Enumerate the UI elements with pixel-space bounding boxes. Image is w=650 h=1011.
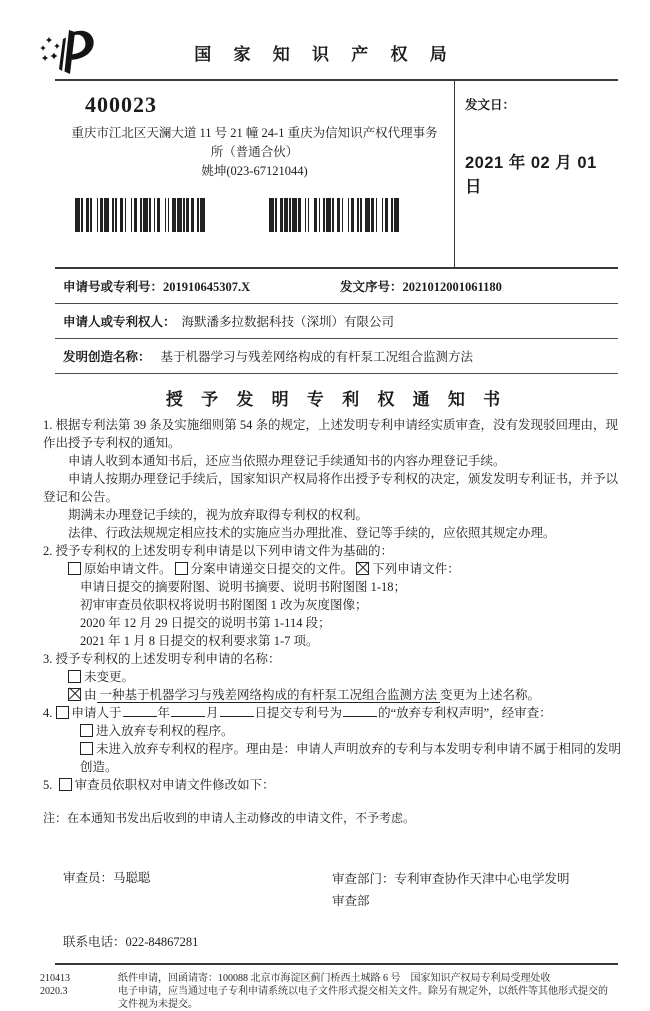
option-original-files-label: 原始申请文件。 <box>84 562 172 576</box>
checkbox-abandon-declaration <box>56 706 69 719</box>
footer-paper-filing-line: 纸件申请，回函请寄：100088 北京市海淀区蓟门桥西土城路 6 号 国家知识产权局专利局受理处收 <box>118 973 551 984</box>
department-label: 审查部门： <box>332 872 395 886</box>
application-number-value: 201910645307.X <box>163 280 251 294</box>
footer-form-codes <box>40 972 118 1011</box>
applicant-value: 海默潘多拉数据科技（深圳）有限公司 <box>181 315 395 329</box>
checkbox-divisional-files <box>175 562 188 575</box>
option-enter-abandon-label: 进入放弃专利权的程序。 <box>96 724 234 738</box>
filed-document-item: 2020 年 12 月 29 日提交的说明书第 1-114 段； <box>80 616 331 630</box>
address-line-2: 所（普通合伙） <box>210 145 299 159</box>
section5-number: 5. <box>43 778 53 792</box>
issue-date-cell <box>455 81 618 267</box>
section4-text: 月 <box>206 706 219 720</box>
filed-document-item: 2021 年 1 月 8 日提交的权利要求第 1-7 项。 <box>80 634 319 648</box>
serial-number-field <box>340 277 502 295</box>
invention-title-label: 发明创造名称： <box>63 350 151 364</box>
section5-heading <box>43 776 629 794</box>
contact-phone-field <box>55 932 618 950</box>
mailing-address-cell <box>55 81 455 267</box>
filed-document-item: 初审审查员依职权将说明书附图图 1 改为灰度图像； <box>80 598 368 612</box>
blank-year <box>123 704 157 717</box>
footer <box>40 972 618 1011</box>
checkbox-following-files <box>356 562 369 575</box>
mailing-box <box>55 79 618 269</box>
option-name-unchanged-label: 未变更。 <box>84 670 135 684</box>
blank-patent-number <box>343 704 377 717</box>
recipient-name-phone: 姚坤(023-67121044) <box>201 164 308 178</box>
serial-number-value: 2021012001061180 <box>402 280 502 294</box>
postal-code: 400023 <box>85 92 157 117</box>
barcode-row <box>75 198 454 232</box>
footer-code-1: 210413 <box>40 973 70 984</box>
department-line-1 <box>332 868 618 890</box>
barcode-1 <box>75 198 231 232</box>
serial-number-label: 发文序号： <box>340 280 403 294</box>
option-following-files-label: 下列申请文件： <box>372 562 460 576</box>
paragraph-5: 法律、行政法规规定相应技术的实施应当办理批准、登记等手续的，应依照其规定办理。 <box>68 526 556 540</box>
address-line-1: 重庆市江北区天澜大道 11 号 21 幢 24-1 重庆为信知识产权代理事务 <box>71 126 438 140</box>
agency-title: 国 家 知 识 产 权 局 <box>194 45 456 64</box>
checkbox-original-files <box>68 562 81 575</box>
examiner-field <box>63 868 332 912</box>
issue-date-label: 发文日： <box>465 98 516 112</box>
section3-option-unchanged <box>43 668 629 686</box>
meta-row-applicant <box>55 304 618 339</box>
note-line: 注：在本通知书发出后收到的申请人主动修改的申请文件，不予考虑。 <box>43 811 416 825</box>
filed-document-item: 申请日提交的摘要附图、说明书摘要、说明书附图图 1-18； <box>80 580 407 594</box>
checkbox-name-unchanged <box>68 670 81 683</box>
previous-invention-name: 一种基于机器学习与残差网络构成的有杆泵工况组合监测方法 <box>97 688 441 703</box>
section2-options <box>43 560 629 578</box>
section4-option-not-enter <box>43 740 629 776</box>
notice-title: 授 予 发 明 专 利 权 通 知 书 <box>165 390 508 409</box>
application-number-field <box>63 277 340 295</box>
document-header <box>0 0 650 79</box>
issue-date-value: 2021 年 02 月 01 日 <box>465 154 597 196</box>
examiner-name: 马聪聪 <box>113 871 151 885</box>
section4-text: 的“放弃专利权声明”，经审查： <box>378 706 552 720</box>
application-number-label: 申请号或专利号： <box>63 280 164 294</box>
footer-divider <box>55 963 618 965</box>
examiner-label: 审查员： <box>63 871 114 885</box>
section4-option-enter <box>43 722 629 740</box>
paragraph-1: 1. 根据专利法第 39 条及实施细则第 54 条的规定，上述发明专利申请经实质审查，没有发现驳回理由，现作出授予专利权的通知。 <box>43 418 619 450</box>
section5-label: 审查员依职权对申请文件修改如下： <box>74 778 275 792</box>
checkbox-examiner-amendment <box>59 778 72 791</box>
name-changed-suffix: 变更为上述名称。 <box>440 688 541 702</box>
checkbox-enter-abandon-procedure <box>80 724 93 737</box>
meta-row-invention-title <box>55 339 618 374</box>
contact-phone-label: 联系电话： <box>63 935 126 949</box>
invention-title-value: 基于机器学习与残差网络构成的有杆泵工况组合监测方法 <box>160 350 474 364</box>
mailing-address <box>55 124 454 181</box>
paragraph-3: 申请人按期办理登记手续后，国家知识产权局将作出授予专利权的决定，颁发发明专利证书，并予以登记和公告。 <box>43 472 619 504</box>
meta-row-application-number <box>55 269 618 304</box>
signoff-block <box>55 868 618 912</box>
section4-heading <box>43 704 629 722</box>
footer-instructions <box>118 972 610 1011</box>
section4-text: 日提交专利号为 <box>254 706 343 720</box>
section3-option-changed <box>43 686 629 704</box>
blank-day <box>220 704 254 717</box>
contact-phone-value: 022-84867281 <box>125 935 199 949</box>
department-line-2: 审查部 <box>332 894 370 908</box>
checkbox-name-changed <box>68 688 81 701</box>
section4-text: 年 <box>157 706 171 720</box>
notice-body <box>43 416 629 794</box>
department-field <box>332 868 618 912</box>
paragraph-4: 期满未办理登记手续的，视为放弃取得专利权的权利。 <box>68 508 369 522</box>
section4-number: 4. <box>43 706 53 720</box>
footer-electronic-filing-line: 电子申请，应当通过电子专利申请系统以电子文件形式提交相关文件。除另有规定外，以纸件等其他形式提交的文件视为未提交。 <box>118 986 608 1010</box>
option-not-enter-abandon-label: 未进入放弃专利权的程序。理由是：申请人声明放弃的专利与本发明专利申请不属于相同的发明创造。 <box>80 742 622 774</box>
section3-heading: 3. 授予专利权的上述发明专利申请的名称： <box>43 652 281 666</box>
applicant-label: 申请人或专利权人： <box>63 315 176 329</box>
barcode-2 <box>269 198 425 232</box>
footer-code-2: 2020.3 <box>40 986 68 997</box>
paragraph-2: 申请人收到本通知书后，还应当依照办理登记手续通知书的内容办理登记手续。 <box>68 454 506 468</box>
name-changed-prefix: 由 <box>84 688 97 702</box>
section4-text: 申请人于 <box>71 706 122 720</box>
section2-heading: 2. 授予专利权的上述发明专利申请是以下列申请文件为基础的： <box>43 544 394 558</box>
blank-month <box>171 704 205 717</box>
checkbox-not-enter-abandon-procedure <box>80 742 93 755</box>
department-name: 专利审查协作天津中心电学发明 <box>394 872 570 886</box>
option-divisional-files-label: 分案申请递交日提交的文件。 <box>190 562 354 576</box>
